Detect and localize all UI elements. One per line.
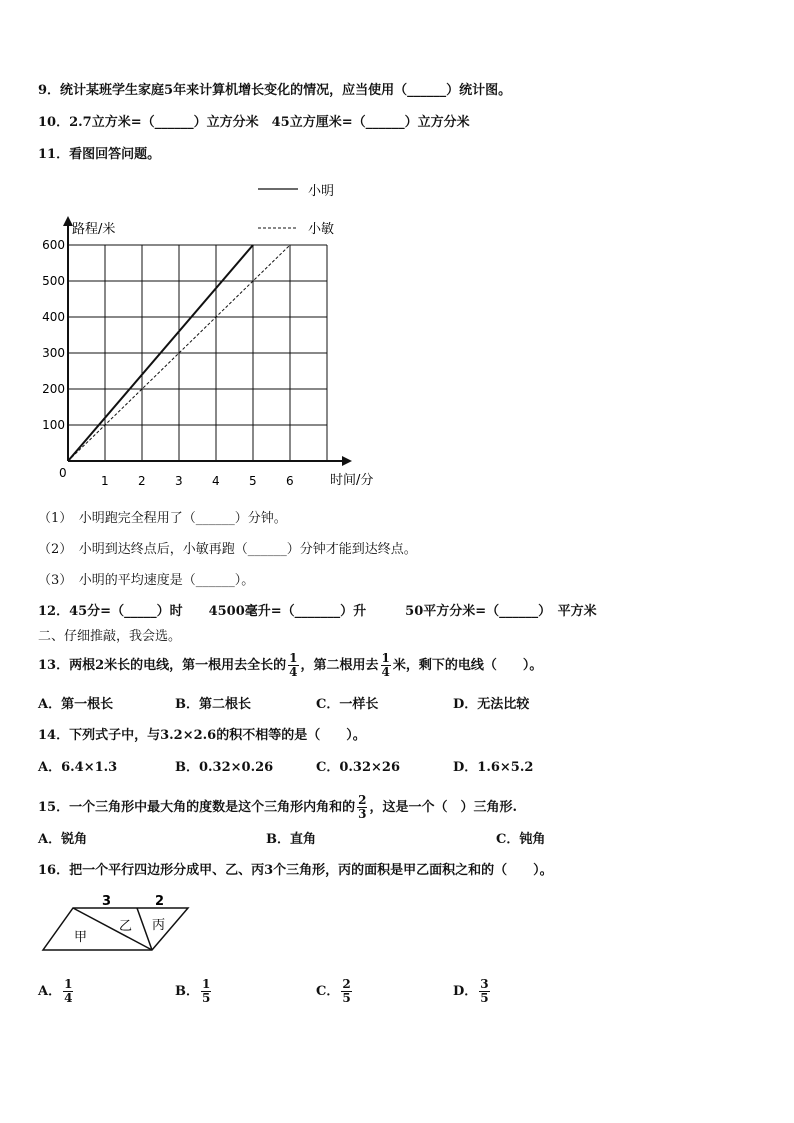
label-3: 3	[102, 894, 112, 909]
question-12: 12．45分=（_____）时 4500毫升=（_______）升 50平方分米=（______） 平方米	[38, 604, 597, 619]
label-yi: 乙	[119, 919, 133, 934]
q13-option-d: D．无法比较	[453, 697, 530, 712]
q13-fraction-1: $\frac{1}{4}$	[289, 651, 298, 679]
question-11-3: （3） 小明的平均速度是（______）。	[38, 573, 255, 588]
y-tick-label: 600	[42, 238, 65, 252]
y-axis-label: 路程/米	[72, 222, 116, 237]
x-tick-label: 1	[101, 474, 109, 488]
q16-option-b: B． $\frac{1}{5}$	[175, 977, 211, 1005]
q13-text-c: 米，剩下的电线（ ）。	[392, 658, 543, 673]
x-tick-label: 3	[175, 474, 183, 488]
q15-fraction: $\frac{2}{3}$	[358, 793, 367, 821]
distance-time-chart	[0, 170, 420, 500]
label-2: 2	[155, 894, 165, 909]
question-15	[38, 794, 517, 821]
q13-text-b: ，第二根用去	[300, 658, 379, 673]
x-tick-label: 2	[138, 474, 146, 488]
question-11-2: （2） 小明到达终点后，小敏再跑（______）分钟才能到达终点。	[38, 542, 417, 557]
q15-option-a: A．锐角	[38, 832, 88, 847]
parallelogram-outline	[43, 908, 188, 950]
chart-grid	[68, 245, 327, 461]
q13-fraction-2: $\frac{1}{4}$	[381, 651, 390, 679]
y-tick-label: 400	[42, 310, 65, 324]
question-11-1: （1） 小明跑完全程用了（______）分钟。	[38, 511, 287, 526]
question-10: 10．2.7立方米=（______）立方分米 45立方厘米=（______）立方分米	[38, 115, 470, 130]
question-9: 9．统计某班学生家庭5年来计算机增长变化的情况，应当使用（______）统计图。	[38, 83, 512, 98]
q14-option-c: C．0.32×26	[316, 760, 400, 775]
question-14: 14．下列式子中，与3.2×2.6的积不相等的是（ ）。	[38, 728, 366, 743]
question-13	[38, 652, 542, 679]
x-tick-label: 6	[286, 474, 294, 488]
question-16: 16．把一个平行四边形分成甲、乙、丙3个三角形，丙的面积是甲乙面积之和的（ ）。	[38, 863, 553, 878]
q15-option-c: C．钝角	[496, 832, 546, 847]
q13-option-b: B．第二根长	[175, 697, 251, 712]
legend-label-xiaoming: 小明	[308, 184, 335, 199]
q15-text-a: 15．一个三角形中最大角的度数是这个三角形内角和的	[38, 800, 356, 815]
q13-option-c: C．一样长	[316, 697, 379, 712]
x-tick-label: 4	[212, 474, 220, 488]
section-2-heading: 二、仔细推敲，我会选。	[38, 629, 182, 644]
q15-option-b: B．直角	[266, 832, 316, 847]
chart-labels	[42, 238, 294, 488]
q14-option-a: A．6.4×1.3	[38, 760, 118, 775]
legend-label-xiaomin: 小敏	[308, 222, 335, 237]
q16-option-a: A． $\frac{1}{4}$	[38, 977, 73, 1005]
q15-text-b: ，这是一个（ ）三角形.	[369, 800, 517, 815]
question-11: 11．看图回答问题。	[38, 147, 161, 162]
x-tick-label: 5	[249, 474, 257, 488]
chart-axes	[63, 216, 352, 466]
x-axis-label: 时间/分	[330, 473, 374, 488]
y-tick-label: 300	[42, 346, 65, 360]
parallelogram-figure	[40, 892, 190, 954]
y-tick-label: 200	[42, 382, 65, 396]
q14-option-d: D．1.6×5.2	[453, 760, 534, 775]
q13-text-a: 13．两根2米长的电线，第一根用去全长的	[38, 658, 287, 673]
q16-option-d: D． $\frac{3}{5}$	[453, 977, 489, 1005]
q14-option-b: B．0.32×0.26	[175, 760, 274, 775]
x-axis-arrow	[342, 456, 352, 466]
label-bing: 丙	[152, 918, 166, 933]
y-tick-label: 500	[42, 274, 65, 288]
y-tick-label: 100	[42, 418, 65, 432]
q16-option-c: C． $\frac{2}{5}$	[316, 977, 351, 1005]
origin-label: 0	[59, 466, 67, 480]
q13-option-a: A．第一根长	[38, 697, 114, 712]
label-jia: 甲	[74, 930, 88, 945]
